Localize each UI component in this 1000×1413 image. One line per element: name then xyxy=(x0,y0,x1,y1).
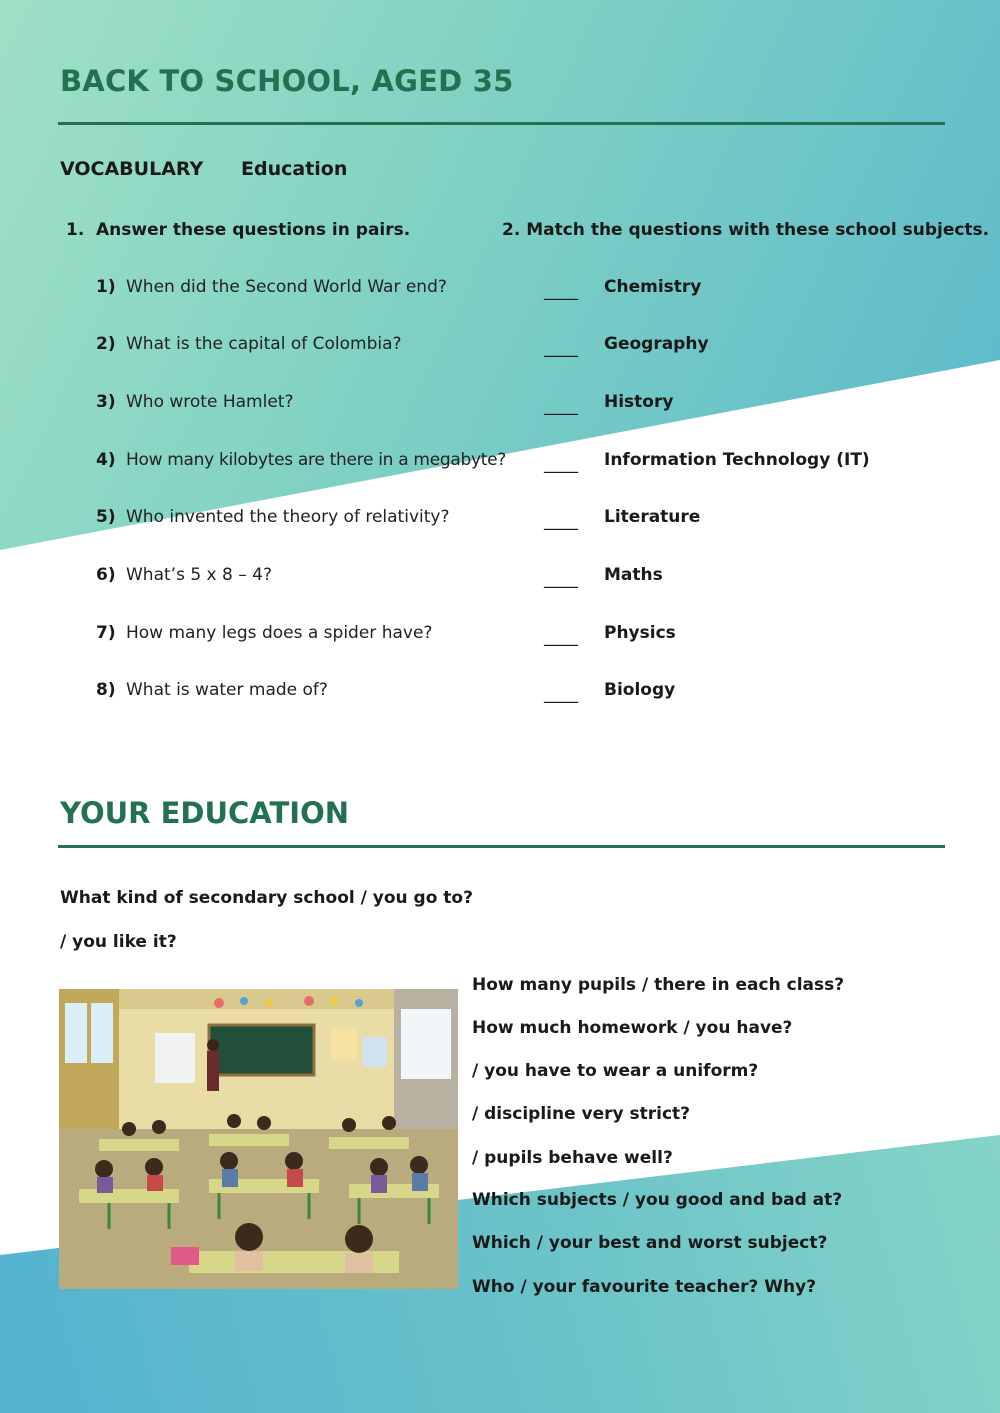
vocabulary-topic: Education xyxy=(241,158,348,180)
answer-blank[interactable]: ____ xyxy=(544,454,578,474)
education-question: How many pupils / there in each class? xyxy=(472,975,845,995)
question-number: 4) xyxy=(96,450,116,470)
education-question: / you have to wear a uniform? xyxy=(472,1061,759,1081)
question-number: 8) xyxy=(96,680,116,700)
subject-geography: Geography xyxy=(604,334,709,354)
answer-blank[interactable]: ____ xyxy=(544,511,578,531)
subject-literature: Literature xyxy=(604,507,701,527)
question-text: Who wrote Hamlet? xyxy=(126,392,294,412)
question-number: 3) xyxy=(96,392,116,412)
question-number: 6) xyxy=(96,565,116,585)
exercise1-number: 1. xyxy=(66,220,85,240)
section-divider xyxy=(58,845,945,848)
education-question: Which subjects / you good and bad at? xyxy=(472,1190,843,1210)
question-number: 7) xyxy=(96,623,116,643)
education-question: / pupils behave well? xyxy=(472,1148,673,1168)
question-item xyxy=(96,277,447,303)
question-number: 1) xyxy=(96,277,116,297)
education-question: Who / your favourite teacher? Why? xyxy=(472,1277,817,1297)
question-text: Who invented the theory of relativity? xyxy=(126,507,450,527)
subject-physics: Physics xyxy=(604,623,676,643)
question-text: How many kilobytes are there in a megabyte? xyxy=(126,450,506,470)
exercise2-instruction: 2. Match the questions with these school subjects. xyxy=(502,220,990,240)
question-text: How many legs does a spider have? xyxy=(126,623,433,643)
subject-maths: Maths xyxy=(604,565,663,585)
question-text: What’s 5 x 8 – 4? xyxy=(126,565,272,585)
subject-history: History xyxy=(604,392,674,412)
answer-blank[interactable]: ____ xyxy=(544,338,578,358)
answer-blank[interactable]: ____ xyxy=(544,281,578,301)
answer-blank[interactable]: ____ xyxy=(544,569,578,589)
exercise1-instruction: Answer these questions in pairs. xyxy=(96,220,411,240)
question-item xyxy=(96,334,402,360)
page-title: BACK TO SCHOOL, AGED 35 xyxy=(60,64,514,98)
education-question: / you like it? xyxy=(60,932,177,952)
question-text: When did the Second World War end? xyxy=(126,277,447,297)
title-divider xyxy=(58,122,945,125)
education-question: What kind of secondary school / you go to? xyxy=(60,888,473,908)
subject-chemistry: Chemistry xyxy=(604,277,702,297)
subject-it: Information Technology (IT) xyxy=(604,450,870,470)
question-number: 5) xyxy=(96,507,116,527)
question-item xyxy=(96,507,449,533)
question-item xyxy=(96,680,328,706)
question-item xyxy=(96,392,293,418)
answer-blank[interactable]: ____ xyxy=(544,627,578,647)
subject-biology: Biology xyxy=(604,680,676,700)
question-number: 2) xyxy=(96,334,116,354)
section-title: YOUR EDUCATION xyxy=(60,796,349,830)
vocabulary-label: VOCABULARY xyxy=(60,158,204,180)
question-text: What is water made of? xyxy=(126,680,328,700)
answer-blank[interactable]: ____ xyxy=(544,396,578,416)
question-item xyxy=(96,450,506,476)
education-question: / discipline very strict? xyxy=(472,1104,691,1124)
question-item xyxy=(96,623,432,649)
education-question: Which / your best and worst subject? xyxy=(472,1233,828,1253)
answer-blank[interactable]: ____ xyxy=(544,684,578,704)
question-item xyxy=(96,565,272,591)
classroom-photo xyxy=(59,989,458,1289)
question-text: What is the capital of Colombia? xyxy=(126,334,402,354)
education-question: How much homework / you have? xyxy=(472,1018,793,1038)
